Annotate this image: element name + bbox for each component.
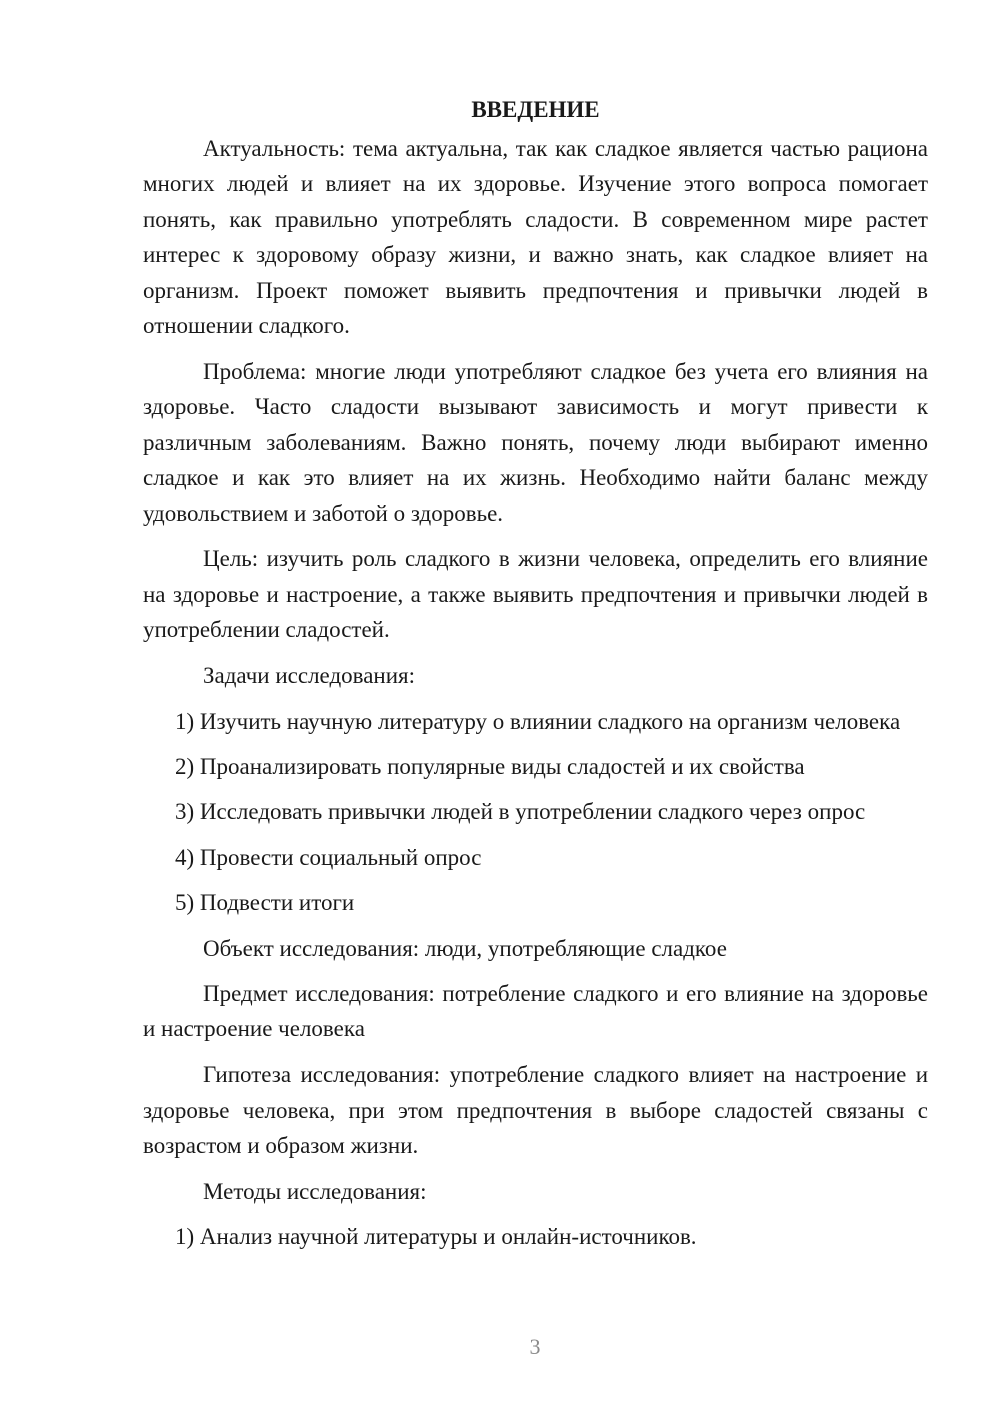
method-item-1: 1) Анализ научной литературы и онлайн-источников.	[175, 1224, 697, 1250]
task-item-3: 3) Исследовать привычки людей в употреблении сладкого через опрос	[175, 799, 866, 825]
task-item-1: 1) Изучить научную литературу о влиянии сладкого на организм человека	[175, 708, 901, 734]
goal-paragraph: Цель: изучить роль сладкого в жизни человека, определить его влияние на здоровье и настроение, а также выявить предпочтения и привычки людей в употреблении сладостей.	[143, 546, 928, 643]
page-number: 3	[529, 1334, 541, 1359]
task-item-4: 4) Провести социальный опрос	[175, 844, 482, 870]
hypothesis-paragraph: Гипотеза исследования: употребление сладкого влияет на настроение и здоровье человека, при этом предпочтения в выборе сладостей связаны с возрастом и образом жизни.	[143, 1062, 928, 1159]
task-item-2: 2) Проанализировать популярные виды сладостей и их свойства	[175, 754, 805, 779]
relevance-paragraph: Актуальность: тема актуальна, так как сладкое является частью рациона многих людей и влияет на их здоровье. Изучение этого вопроса помогает понять, как правильно употреблять сладости. В современном мире растет интерес к здоровому образу жизни, и важно знать, как сладкое влияет на организм. Проект поможет выявить предпочтения и привычки людей в отношении сладкого.	[143, 136, 928, 339]
object-paragraph: Объект исследования: люди, употребляющие сладкое	[203, 935, 727, 961]
page-title: ВВЕДЕНИЕ	[471, 97, 600, 122]
tasks-heading: Задачи исследования:	[203, 663, 416, 689]
page-content	[143, 92, 928, 1265]
methods-heading: Методы исследования:	[203, 1179, 427, 1205]
problem-paragraph: Проблема: многие люди употребляют сладкое без учета его влияния на здоровье. Часто сладости вызывают зависимость и могут привести к различным заболеваниям. Важно понять, почему люди выбирают именно сладкое и как это влияет на их жизнь. Необходимо найти баланс между удовольствием и заботой о здоровье.	[143, 358, 928, 526]
task-item-5: 5) Подвести итоги	[175, 890, 355, 916]
subject-paragraph: Предмет исследования: потребление сладкого и его влияние на здоровье и настроение человека	[143, 981, 928, 1042]
